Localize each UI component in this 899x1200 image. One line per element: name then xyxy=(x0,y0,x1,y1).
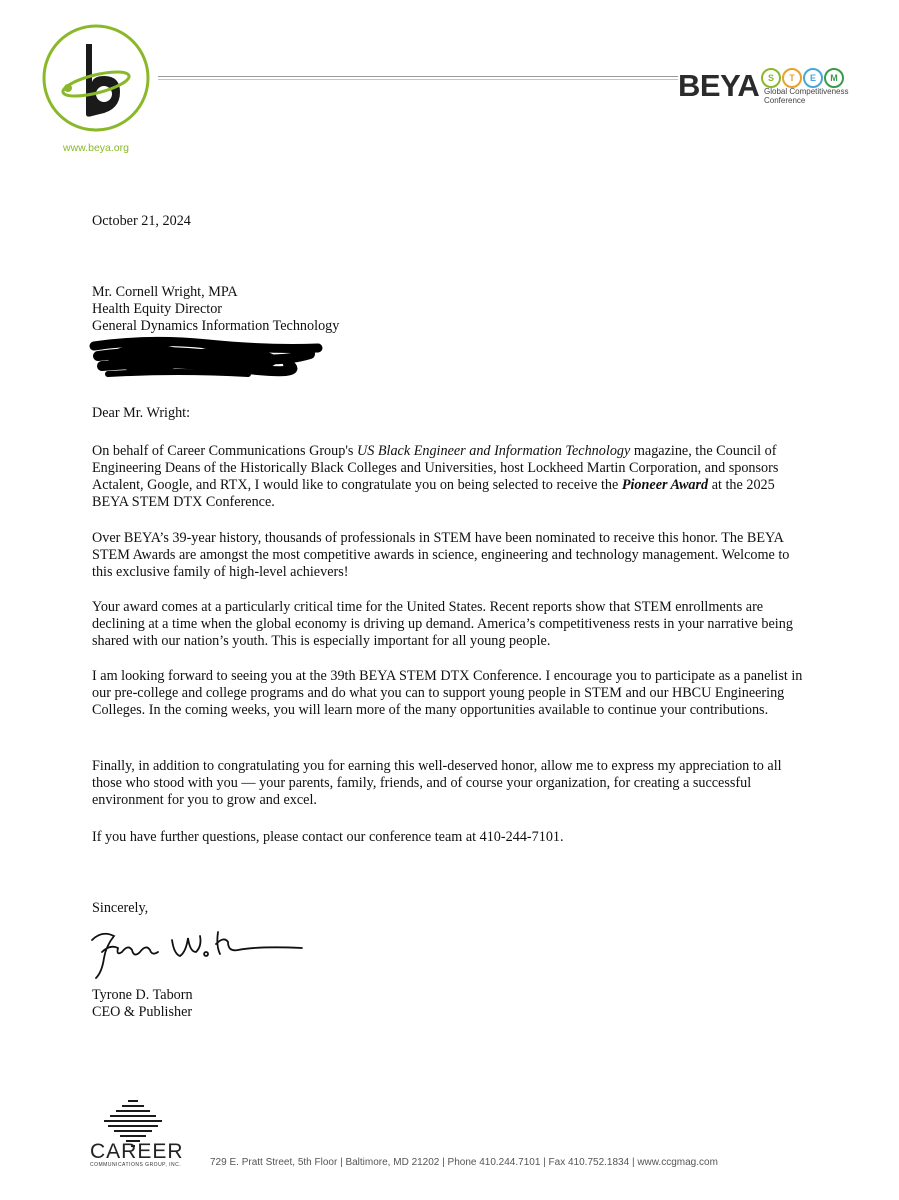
beya-stem-logo xyxy=(678,66,868,116)
stem-letter-m: M xyxy=(824,68,844,88)
award-name: Pioneer Award xyxy=(621,477,709,493)
paragraph-5: Finally, in addition to congratulating you for earning this well-deserved honor, allow me to express my appreciation to all those who stood with you — your parents, family, friends, and of course your organization, for creating a successful environment for you to grow and excel. xyxy=(92,758,782,808)
closing: Sincerely, xyxy=(92,900,149,916)
beya-badge-logo xyxy=(40,22,152,144)
ccg-subtitle: COMMUNICATIONS GROUP, INC. xyxy=(90,1162,182,1168)
conference-subtitle: Global Competitiveness Conference xyxy=(764,87,849,105)
beya-wordmark: BEYA xyxy=(678,68,760,103)
stem-letter-s: S xyxy=(761,68,781,88)
footer-address: 729 E. Pratt Street, 5th Floor | Baltimore, MD 21202 | Phone 410.244.7101 | Fax 410.752.1834 | www.ccgmag.com xyxy=(210,1157,718,1168)
signer-block xyxy=(92,987,812,1021)
paragraph-4: I am looking forward to seeing you at the 39th BEYA STEM DTX Conference. I encourage you to participate as a panelist in our pre-college and college programs and do what you can to support young people in STEM and our HBCU Engineering Colleges. In the coming weeks, you will learn more of the many opportunities available to continue your contributions. xyxy=(92,668,803,718)
letter-date: October 21, 2024 xyxy=(92,213,191,229)
beya-website: www.beya.org xyxy=(63,142,129,154)
recipient-name: Mr. Cornell Wright, MPA xyxy=(92,284,238,300)
redacted-address-scribble xyxy=(88,336,328,380)
signer-title: CEO & Publisher xyxy=(92,1004,193,1020)
stem-letter-e: E xyxy=(803,68,823,88)
stem-letter-t: T xyxy=(782,68,802,88)
paragraph-1: On behalf of Career Communications Group's US Black Engineer and Information Technology magazine, the Council of Engineering Deans of the Historically Black Colleges and Universities, host Lockheed Martin Corporation, and sponsors Actalent, Google, and RTX, I would like to congratulate you on being selected to receive the Pioneer Award at the 2025 BEYA STEM DTX Conference. xyxy=(92,443,779,510)
paragraph-3: Your award comes at a particularly critical time for the United States. Recent reports show that STEM enrollments are declining at a time when the global economy is driving up demand. America’s competitiveness rests in your narrative being shared with our nation’s youth. This is especially important for all young people. xyxy=(92,599,793,649)
paragraph-2: Over BEYA’s 39-year history, thousands of professionals in STEM have been nominated to receive this honor. The BEYA STEM Awards are amongst the most competitive awards in science, engineering and technology management. Welcome to this exclusive family of high-level achievers! xyxy=(92,530,790,580)
recipient-organization: General Dynamics Information Technology xyxy=(92,318,340,334)
header-rule xyxy=(158,76,678,81)
magazine-title: US Black Engineer and Information Technology xyxy=(356,443,631,459)
handwritten-signature xyxy=(88,922,308,982)
stem-letters xyxy=(761,68,845,88)
salutation: Dear Mr. Wright: xyxy=(92,405,191,421)
recipient-title: Health Equity Director xyxy=(92,301,223,317)
recipient-address xyxy=(92,284,812,335)
ccg-wordmark: CAREER xyxy=(90,1140,184,1163)
paragraph-6: If you have further questions, please contact our conference team at 410-244-7101. xyxy=(92,829,564,845)
signer-name: Tyrone D. Taborn xyxy=(92,987,193,1003)
